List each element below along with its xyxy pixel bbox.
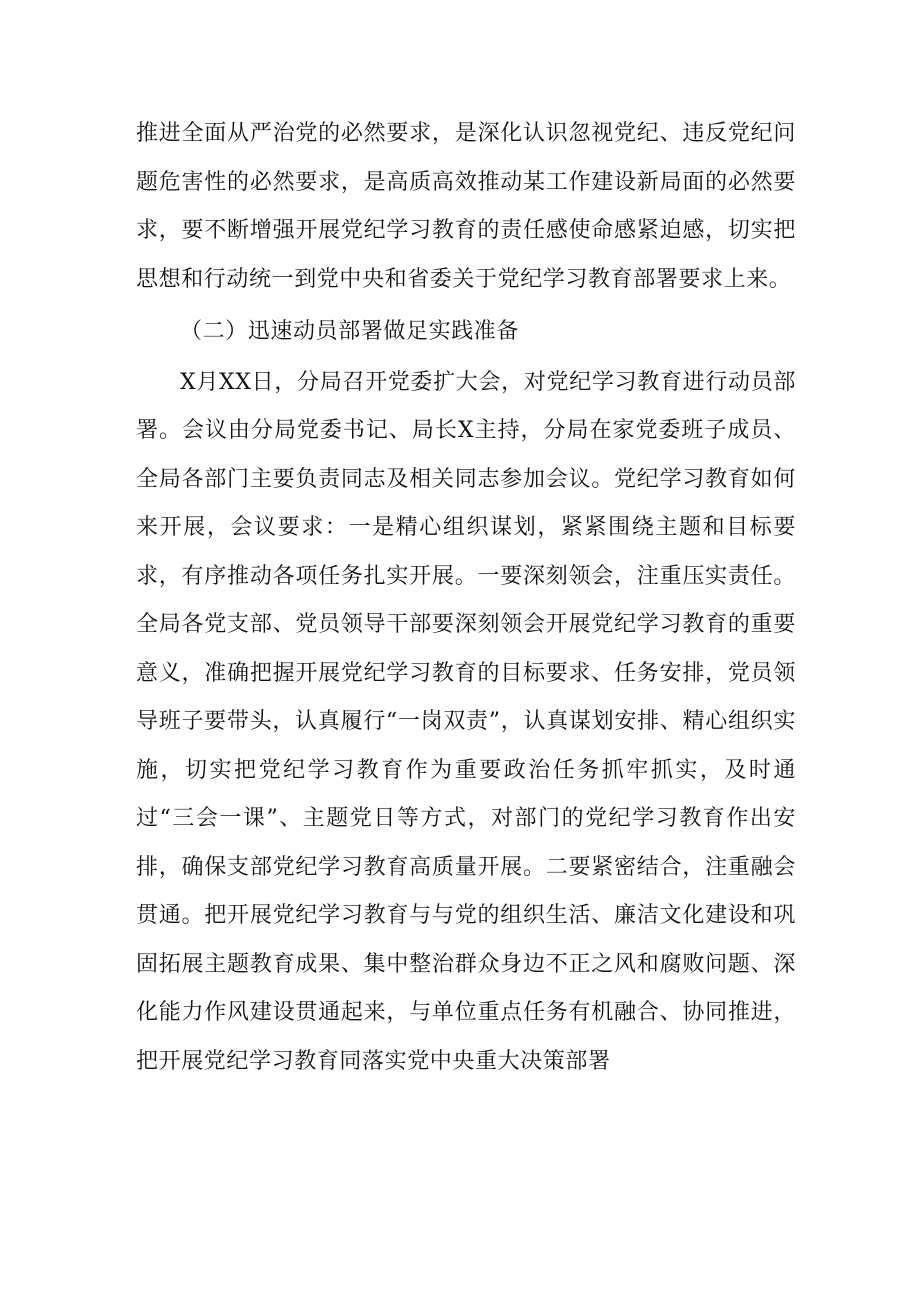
continuation-paragraph: 推进全面从严治党的必然要求，是深化认识忽视党纪、违反党纪问题危害性的必然要求，是高质高效推动某工作建设新局面的必然要求，要不断增强开展党纪学习教育的责任感使命感紧迫感，切实把思想和行动统一到党中央和省委关于党纪学习教育部署要求上来。: [136, 121, 796, 292]
section-body-paragraph: X月XX日，分局召开党委扩大会，对党纪学习教育进行动员部署。会议由分局党委书记、局长X主持，分局在家党委班子成员、全局各部门主要负责同志及相关同志参加会议。党纪学习教育如何来开展，会议要求：一是精心组织谋划，紧紧围绕主题和目标要求，有序推动各项任务扎实开展。一要深刻领会，注重压实责任。全局各党支部、党员领导干部要深刻领会开展党纪学习教育的重要意义，准确把握开展党纪学习教育的目标要求、任务安排，党员领导班子要带头，认真履行“一岗双责”，认真谋划安排、精心组织实施，切实把党纪学习教育作为重要政治任务抓牢抓实，及时通过“三会一课”、主题党日等方式，对部门的党纪学习教育作出安排，确保支部党纪学习教育高质量开展。二要紧密结合，注重融会贯通。把开展党纪学习教育与与党的组织生活、廉洁文化建设和巩固拓展主题教育成果、集中整治群众身边不正之风和腐败问题、深化能力作风建设贯通起来，与单位重点任务有机融合、协同推进，把开展党纪学习教育同落实党中央重大决策部署: [136, 369, 796, 1074]
section-heading: （二）迅速动员部署做足实践准备: [180, 319, 520, 344]
document-body: [136, 110, 796, 1086]
